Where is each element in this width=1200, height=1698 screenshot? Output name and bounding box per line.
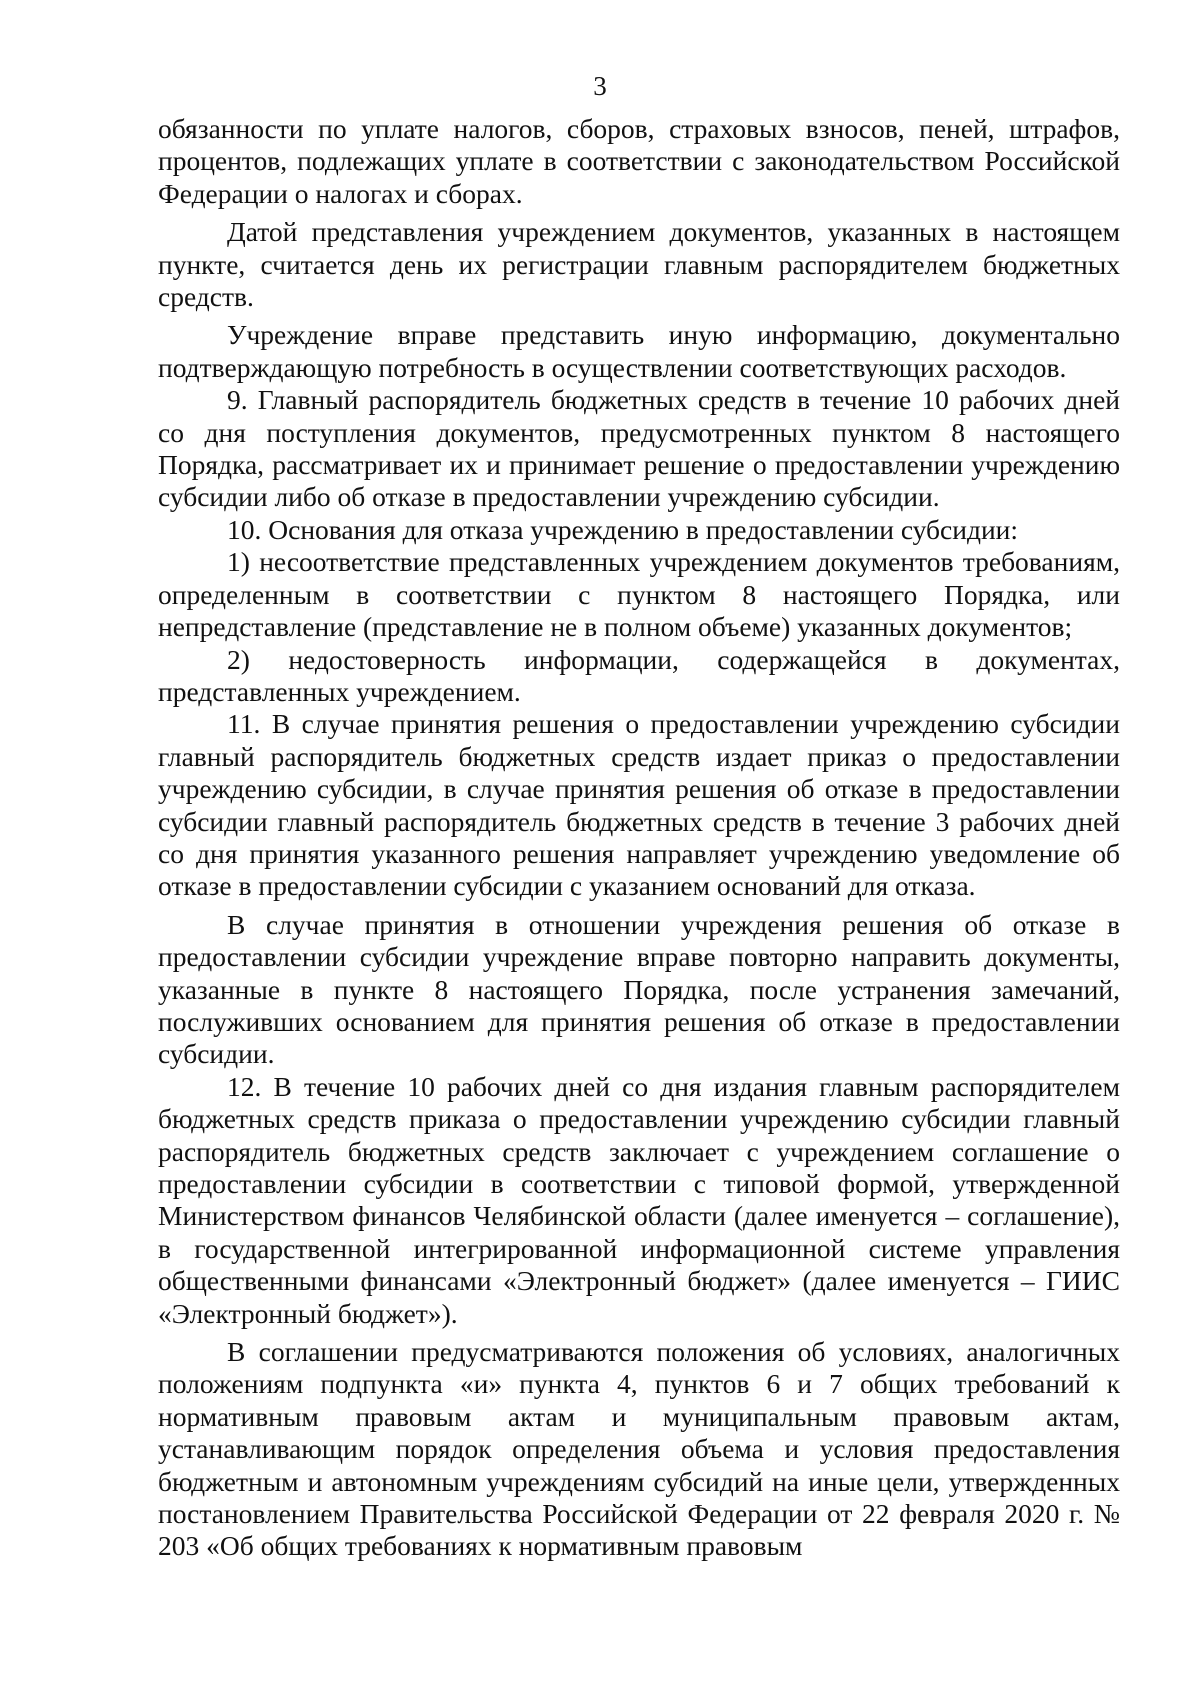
paragraph-item-12: 12. В течение 10 рабочих дней со дня издания главным распорядителем бюджетных средств приказа о предоставлении учреждению субсидии главный распорядитель бюджетных средств заключает с учреждением соглашение о предоставлении субсидии в соответствии с типовой формой, утвержденной Министерством финансов Челябинской области (далее именуется – соглашение), в государственной интегрированной информационной системе управления общественными финансами «Электронный бюджет» (далее именуется – ГИИС «Электронный бюджет»). bbox=[158, 1070, 1120, 1329]
paragraph-item-9: 9. Главный распорядитель бюджетных средств в течение 10 рабочих дней со дня поступления документов, предусмотренных пунктом 8 настоящего Порядка, рассматривает их и принимает решение о предоставлении учреждению субсидии либо об отказе в предоставлении учреждению субсидии. bbox=[158, 384, 1120, 513]
paragraph-item-10: 10. Основания для отказа учреждению в предоставлении субсидии: bbox=[227, 513, 1019, 545]
paragraph: В соглашении предусматриваются положения об условиях, аналогичных положениям подпункта «и» пункта 4, пунктов 6 и 7 общих требований к нормативным правовым актам и муниципальным правовым актам, устанавливающим порядок определения объема и условия предоставления бюджетным и автономным учреждениям субсидий на иные цели, утвержденных постановлением Правительства Российской Федерации от 22 февраля 2020 г. № 203 «Об общих требованиях к нормативным правовым bbox=[158, 1336, 1120, 1562]
document-body bbox=[158, 113, 1120, 1563]
list-item: 1) несоответствие представленных учреждением документов требованиям, определенным в соответствии с пунктом 8 настоящего Порядка, или непредставление (представление не в полном объеме) указанных документов; bbox=[158, 546, 1120, 643]
paragraph: В случае принятия в отношении учреждения решения об отказе в предоставлении субсидии учреждение вправе повторно направить документы, указанные в пункте 8 настоящего Порядка, после устранения замечаний, послуживших основанием для принятия решения об отказе в предоставлении субсидии. bbox=[158, 908, 1120, 1070]
paragraph: обязанности по уплате налогов, сборов, страховых взносов, пеней, штрафов, процентов, подлежащих уплате в соответствии с законодательством Российской Федерации о налогах и сборах. bbox=[158, 113, 1120, 209]
paragraph: Датой представления учреждением документов, указанных в настоящем пункте, считается день их регистрации главным распорядителем бюджетных средств. bbox=[158, 216, 1120, 313]
paragraph: Учреждение вправе представить иную информацию, документально подтверждающую потребность в осуществлении соответствующих расходов. bbox=[158, 319, 1120, 383]
list-item: 2) недостоверность информации, содержащейся в документах, представленных учреждением. bbox=[158, 643, 1120, 707]
page-number: 3 bbox=[593, 71, 607, 101]
paragraph-item-11: 11. В случае принятия решения о предоставлении учреждению субсидии главный распорядитель бюджетных средств издает приказ о предоставлении учреждению субсидии, в случае принятия решения об отказе в предоставлении субсидии главный распорядитель бюджетных средств в течение 3 рабочих дней со дня принятия указанного решения направляет учреждению уведомление об отказе в предоставлении субсидии с указанием оснований для отказа. bbox=[158, 708, 1120, 902]
